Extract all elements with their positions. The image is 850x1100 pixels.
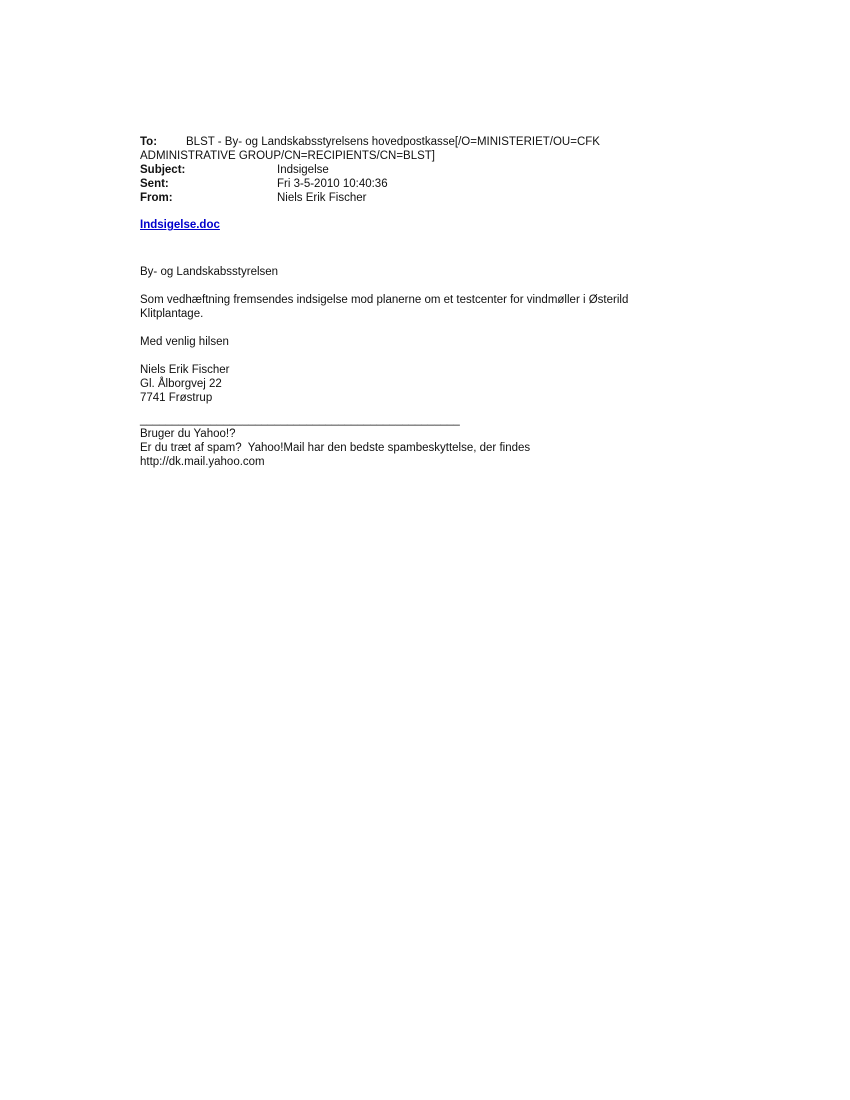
closing: Med venlig hilsen <box>140 336 229 348</box>
greeting: By- og Landskabsstyrelsen <box>140 266 279 278</box>
signature-rule: __________________________________________________ <box>140 414 460 426</box>
to-header-row <box>140 135 700 149</box>
from-header-row <box>140 191 700 205</box>
sent-value: Fri 3-5-2010 10:40:36 <box>277 178 388 190</box>
from-label: From: <box>140 192 173 204</box>
from-value: Niels Erik Fischer <box>277 192 367 204</box>
message-line2: Klitplantage. <box>140 308 204 320</box>
footer-url: http://dk.mail.yahoo.com <box>140 456 265 468</box>
footer-line2: Er du træt af spam? Yahoo!Mail har den bedste spambeskyttelse, der findes <box>140 442 531 454</box>
sender-name: Niels Erik Fischer <box>140 364 230 376</box>
to-value-line2: ADMINISTRATIVE GROUP/CN=RECIPIENTS/CN=BLST] <box>140 150 436 162</box>
to-value-line1: BLST - By- og Landskabsstyrelsens hovedpostkasse[/O=MINISTERIET/OU=CFK <box>186 136 600 148</box>
attachment-link[interactable]: Indsigelse.doc <box>140 219 220 231</box>
subject-header-row <box>140 163 700 177</box>
email-printout <box>140 135 700 469</box>
subject-label: Subject: <box>140 164 186 176</box>
subject-value: Indsigelse <box>277 164 329 176</box>
sender-city: 7741 Frøstrup <box>140 392 213 404</box>
sent-label: Sent: <box>140 178 169 190</box>
to-label: To: <box>140 136 158 148</box>
footer-line1: Bruger du Yahoo!? <box>140 428 236 440</box>
sent-header-row <box>140 177 700 191</box>
sender-street: Gl. Ålborgvej 22 <box>140 378 222 390</box>
message-line1: Som vedhæftning fremsendes indsigelse mod planerne om et testcenter for vindmøller i Østerild <box>140 294 629 306</box>
